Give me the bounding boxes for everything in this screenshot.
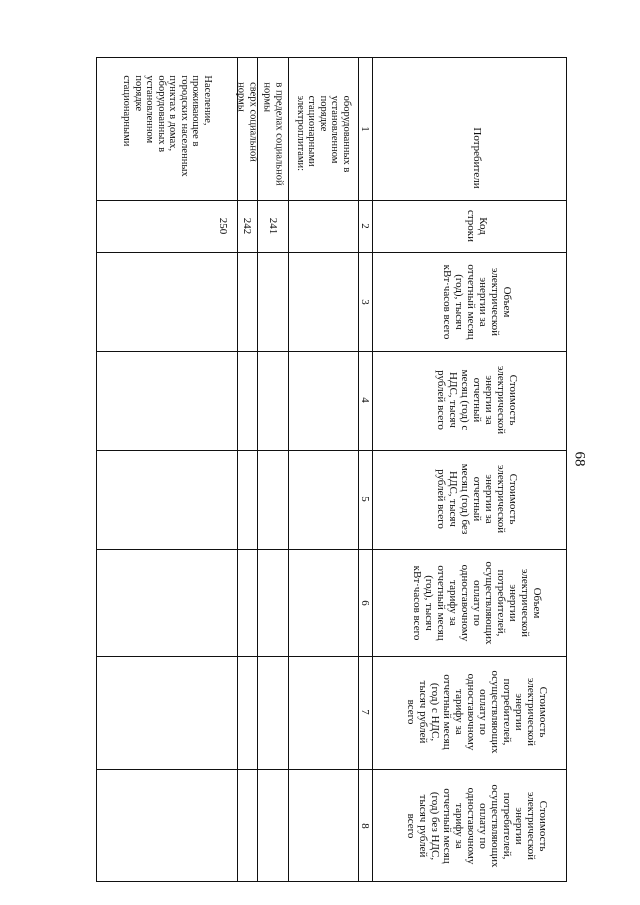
row-name: в пределах социальной нормы — [262, 82, 285, 186]
header-line-code: Код строки — [465, 209, 489, 243]
column-divider — [97, 351, 566, 352]
column-divider — [97, 656, 566, 657]
header-cost-with-vat: Стоимость электрической энергии за отчетный месяц (год) с НДС, тысяч рублей всего — [435, 365, 519, 435]
header-single-rate-volume: Объем электрической энергии потребителей, осуществляющих оплату по одноставочному тарифу за отчетный месяц (год), тысяч кВт·часов всего — [411, 561, 543, 645]
column-divider — [97, 252, 566, 253]
row-divider — [288, 58, 289, 881]
header-single-rate-cost-with-vat: Стоимость электрической энергии потребителей, осуществляющих оплату по одноставочному тарифу за отчетный месяц (год) с НДС, тысяч рублей всего — [405, 670, 549, 754]
column-number: 2 — [359, 223, 371, 229]
row-name: сверх социальной нормы — [236, 82, 259, 162]
page-number: 68 — [571, 451, 588, 467]
column-number: 6 — [359, 600, 371, 606]
column-divider — [97, 450, 566, 451]
column-number: 5 — [359, 496, 371, 502]
row-code: 241 — [267, 217, 279, 235]
row-name: Население, проживающее в городских населенных пунктах в домах, оборудованных в установленном порядке стационарными — [121, 75, 213, 177]
header-bottom-border — [358, 58, 359, 881]
row-name: оборудованных в установленном порядке стационарными электроплитами: — [294, 95, 352, 173]
number-row-border — [372, 58, 373, 881]
row-code: 242 — [241, 217, 253, 235]
column-number: 4 — [359, 397, 371, 403]
column-divider — [97, 769, 566, 770]
column-number: 3 — [359, 299, 371, 305]
row-code: 250 — [217, 217, 229, 235]
report-table — [96, 57, 567, 882]
header-single-rate-cost-without-vat: Стоимость электрической энергии потребителей, осуществляющих оплату по одноставочному тарифу за отчетный месяц (год) без НДС, тысяч рублей всего — [405, 784, 549, 868]
column-number: 8 — [359, 823, 371, 829]
row-divider — [257, 58, 258, 881]
column-number: 7 — [359, 709, 371, 715]
header-cost-without-vat: Стоимость электрической энергии за отчетный месяц (год) без НДС, тысяч рублей всего — [435, 463, 519, 535]
column-divider — [97, 200, 566, 201]
row-divider — [237, 58, 238, 881]
column-number: 1 — [359, 126, 371, 132]
header-volume-total: Объем электрической энергии за отчетный месяц (год), тысяч кВт·часов всего — [441, 264, 513, 340]
header-consumers: Потребители — [471, 127, 483, 189]
column-divider — [97, 549, 566, 550]
